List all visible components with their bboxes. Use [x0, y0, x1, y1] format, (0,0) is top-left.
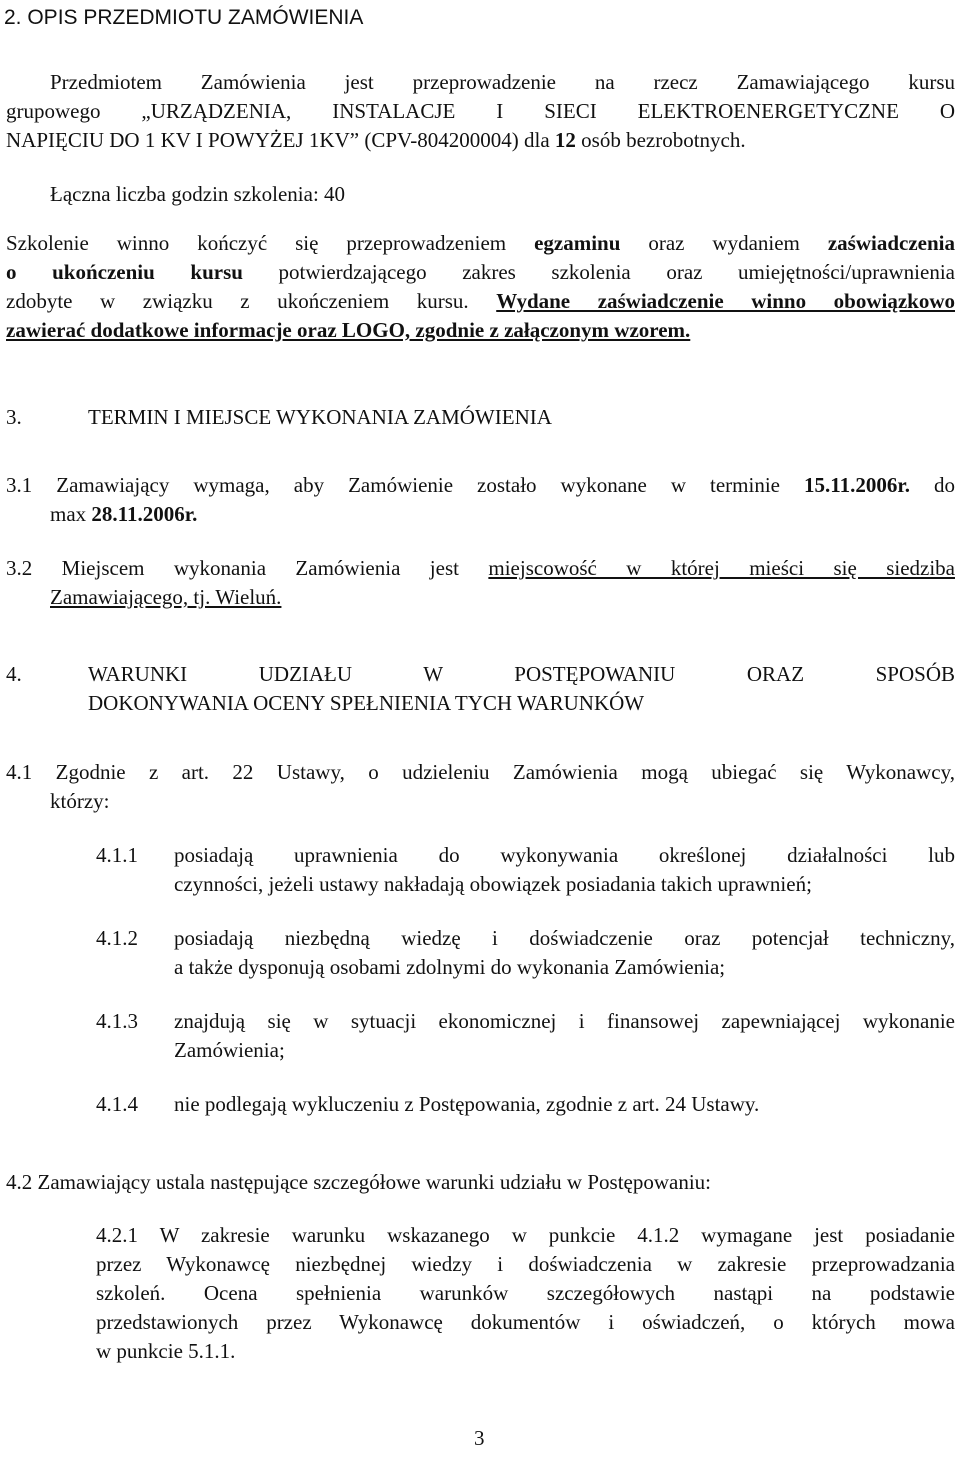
list-item-line: posiadają niezbędną wiedzę i doświadczenie oraz potencjał techniczny, — [174, 926, 955, 950]
section-4-2-1-line: szkoleń. Ocena spełnienia warunków szczegółowych nastąpi na podstawie — [96, 1281, 955, 1305]
section-4-1-line: którzy: — [50, 789, 110, 813]
section-4-2-1-line: w punkcie 5.1.1. — [96, 1339, 236, 1363]
section-4-2-1-line: 4.2.1 W zakresie warunku wskazanego w punkcie 4.1.2 wymagane jest posiadanie — [96, 1223, 955, 1247]
section-4-1-line: 4.1 Zgodnie z art. 22 Ustawy, o udzieleniu Zamówienia mogą ubiegać się Wykonawcy, — [6, 760, 955, 784]
section-2-paragraph-line: grupowego „URZĄDZENIA, INSTALACJE I SIECI ELEKTROENERGETYCZNE O — [6, 99, 955, 123]
section-2-paragraph2-line: o ukończeniu kursu potwierdzającego zakres szkolenia oraz umiejętności/uprawnienia — [6, 260, 955, 284]
section-4-number: 4. — [6, 662, 22, 686]
list-item-line: czynności, jeżeli ustawy nakładają obowiązek posiadania takich uprawnień; — [174, 872, 812, 896]
section-4-2-1-line: przez Wykonawcę niezbędnej wiedzy i doświadczenia w zakresie przeprowadzania — [96, 1252, 955, 1276]
section-2-paragraph-line: Przedmiotem Zamówienia jest przeprowadzenie na rzecz Zamawiającego kursu — [50, 70, 955, 94]
section-4-2-line: 4.2 Zamawiający ustala następujące szczegółowe warunki udziału w Postępowaniu: — [6, 1170, 712, 1194]
section-2-paragraph2-line: Szkolenie winno kończyć się przeprowadzeniem egzaminu oraz wydaniem zaświadczenia — [6, 231, 955, 255]
section-3-2-line: Zamawiającego, tj. Wieluń. — [50, 585, 282, 609]
list-item-number: 4.1.4 — [96, 1092, 138, 1116]
section-4-2-1-line: przedstawionych przez Wykonawcę dokumentów i oświadczeń, o których mowa — [96, 1310, 955, 1334]
list-item-line: posiadają uprawnienia do wykonywania określonej działalności lub — [174, 843, 955, 867]
section-2-heading: 2. OPIS PRZEDMIOTU ZAMÓWIENIA — [4, 6, 364, 29]
section-3-title: TERMIN I MIEJSCE WYKONANIA ZAMÓWIENIA — [88, 405, 552, 429]
list-item-line: nie podlegają wykluczeniu z Postępowania, zgodnie z art. 24 Ustawy. — [174, 1092, 760, 1116]
page-number: 3 — [474, 1426, 485, 1450]
list-item-line: znajdują się w sytuacji ekonomicznej i finansowej zapewniającej wykonanie — [174, 1009, 955, 1033]
section-2-paragraph-line: NAPIĘCIU DO 1 KV I POWYŻEJ 1KV” (CPV-804200004) dla 12 osób bezrobotnych. — [6, 128, 746, 152]
section-4-title-line2: DOKONYWANIA OCENY SPEŁNIENIA TYCH WARUNKÓW — [88, 691, 645, 715]
section-3-1-line: max 28.11.2006r. — [50, 502, 198, 526]
list-item-line: Zamówienia; — [174, 1038, 285, 1062]
section-3-2-line: 3.2 Miejscem wykonania Zamówienia jest miejscowość w której mieści się siedziba — [6, 556, 955, 580]
list-item-number: 4.1.3 — [96, 1009, 138, 1033]
section-4-title-line1: WARUNKI UDZIAŁU W POSTĘPOWANIU ORAZ SPOSÓB — [88, 662, 955, 686]
section-3-number: 3. — [6, 405, 22, 429]
list-item-number: 4.1.2 — [96, 926, 138, 950]
section-2-paragraph2-line: zdobyte w związku z ukończeniem kursu. Wydane zaświadczenie winno obowiązkowo — [6, 289, 955, 313]
section-3-1-line: 3.1 Zamawiający wymaga, aby Zamówienie zostało wykonane w terminie 15.11.2006r. do — [6, 473, 956, 497]
training-hours: Łączna liczba godzin szkolenia: 40 — [50, 182, 346, 206]
section-2-paragraph2-line: zawierać dodatkowe informacje oraz LOGO, zgodnie z załączonym wzorem. — [6, 318, 691, 342]
list-item-number: 4.1.1 — [96, 843, 138, 867]
list-item-line: a także dysponują osobami zdolnymi do wykonania Zamówienia; — [174, 955, 726, 979]
